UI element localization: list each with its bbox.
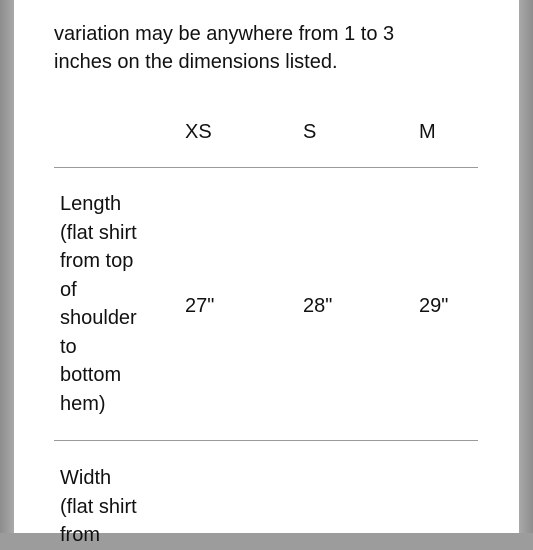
row-label-line: Length	[60, 193, 122, 215]
cell-length-xs: 27"	[185, 295, 215, 317]
row-label-length	[60, 190, 137, 418]
row-label-line: (flat shirt	[60, 221, 137, 244]
row-label-line: Width	[60, 467, 112, 489]
row-label-line: hem)	[60, 392, 106, 415]
row-label-line: from top	[60, 250, 134, 272]
column-header-xs: XS	[185, 121, 212, 143]
row-label-line: to	[60, 335, 77, 358]
column-header-m: M	[419, 121, 436, 143]
row-label-line: (flat shirt	[60, 495, 137, 518]
intro-line: inches on the dimensions listed.	[54, 51, 338, 73]
row-label-line: from	[60, 524, 100, 546]
row-label-line: shoulder	[60, 307, 137, 329]
column-header-s: S	[303, 121, 317, 143]
size-chart-panel[interactable]	[14, 0, 519, 546]
header-divider	[54, 167, 478, 168]
cell-length-s: 28"	[303, 295, 333, 317]
intro-text	[54, 0, 494, 76]
cell-length-m: 29"	[419, 295, 449, 317]
row-label-line: bottom	[60, 364, 122, 386]
row-label-width	[60, 464, 137, 550]
row-label-line: of	[60, 278, 77, 301]
intro-line: variation may be anywhere from 1 to 3	[54, 23, 395, 45]
row-divider	[54, 440, 478, 441]
